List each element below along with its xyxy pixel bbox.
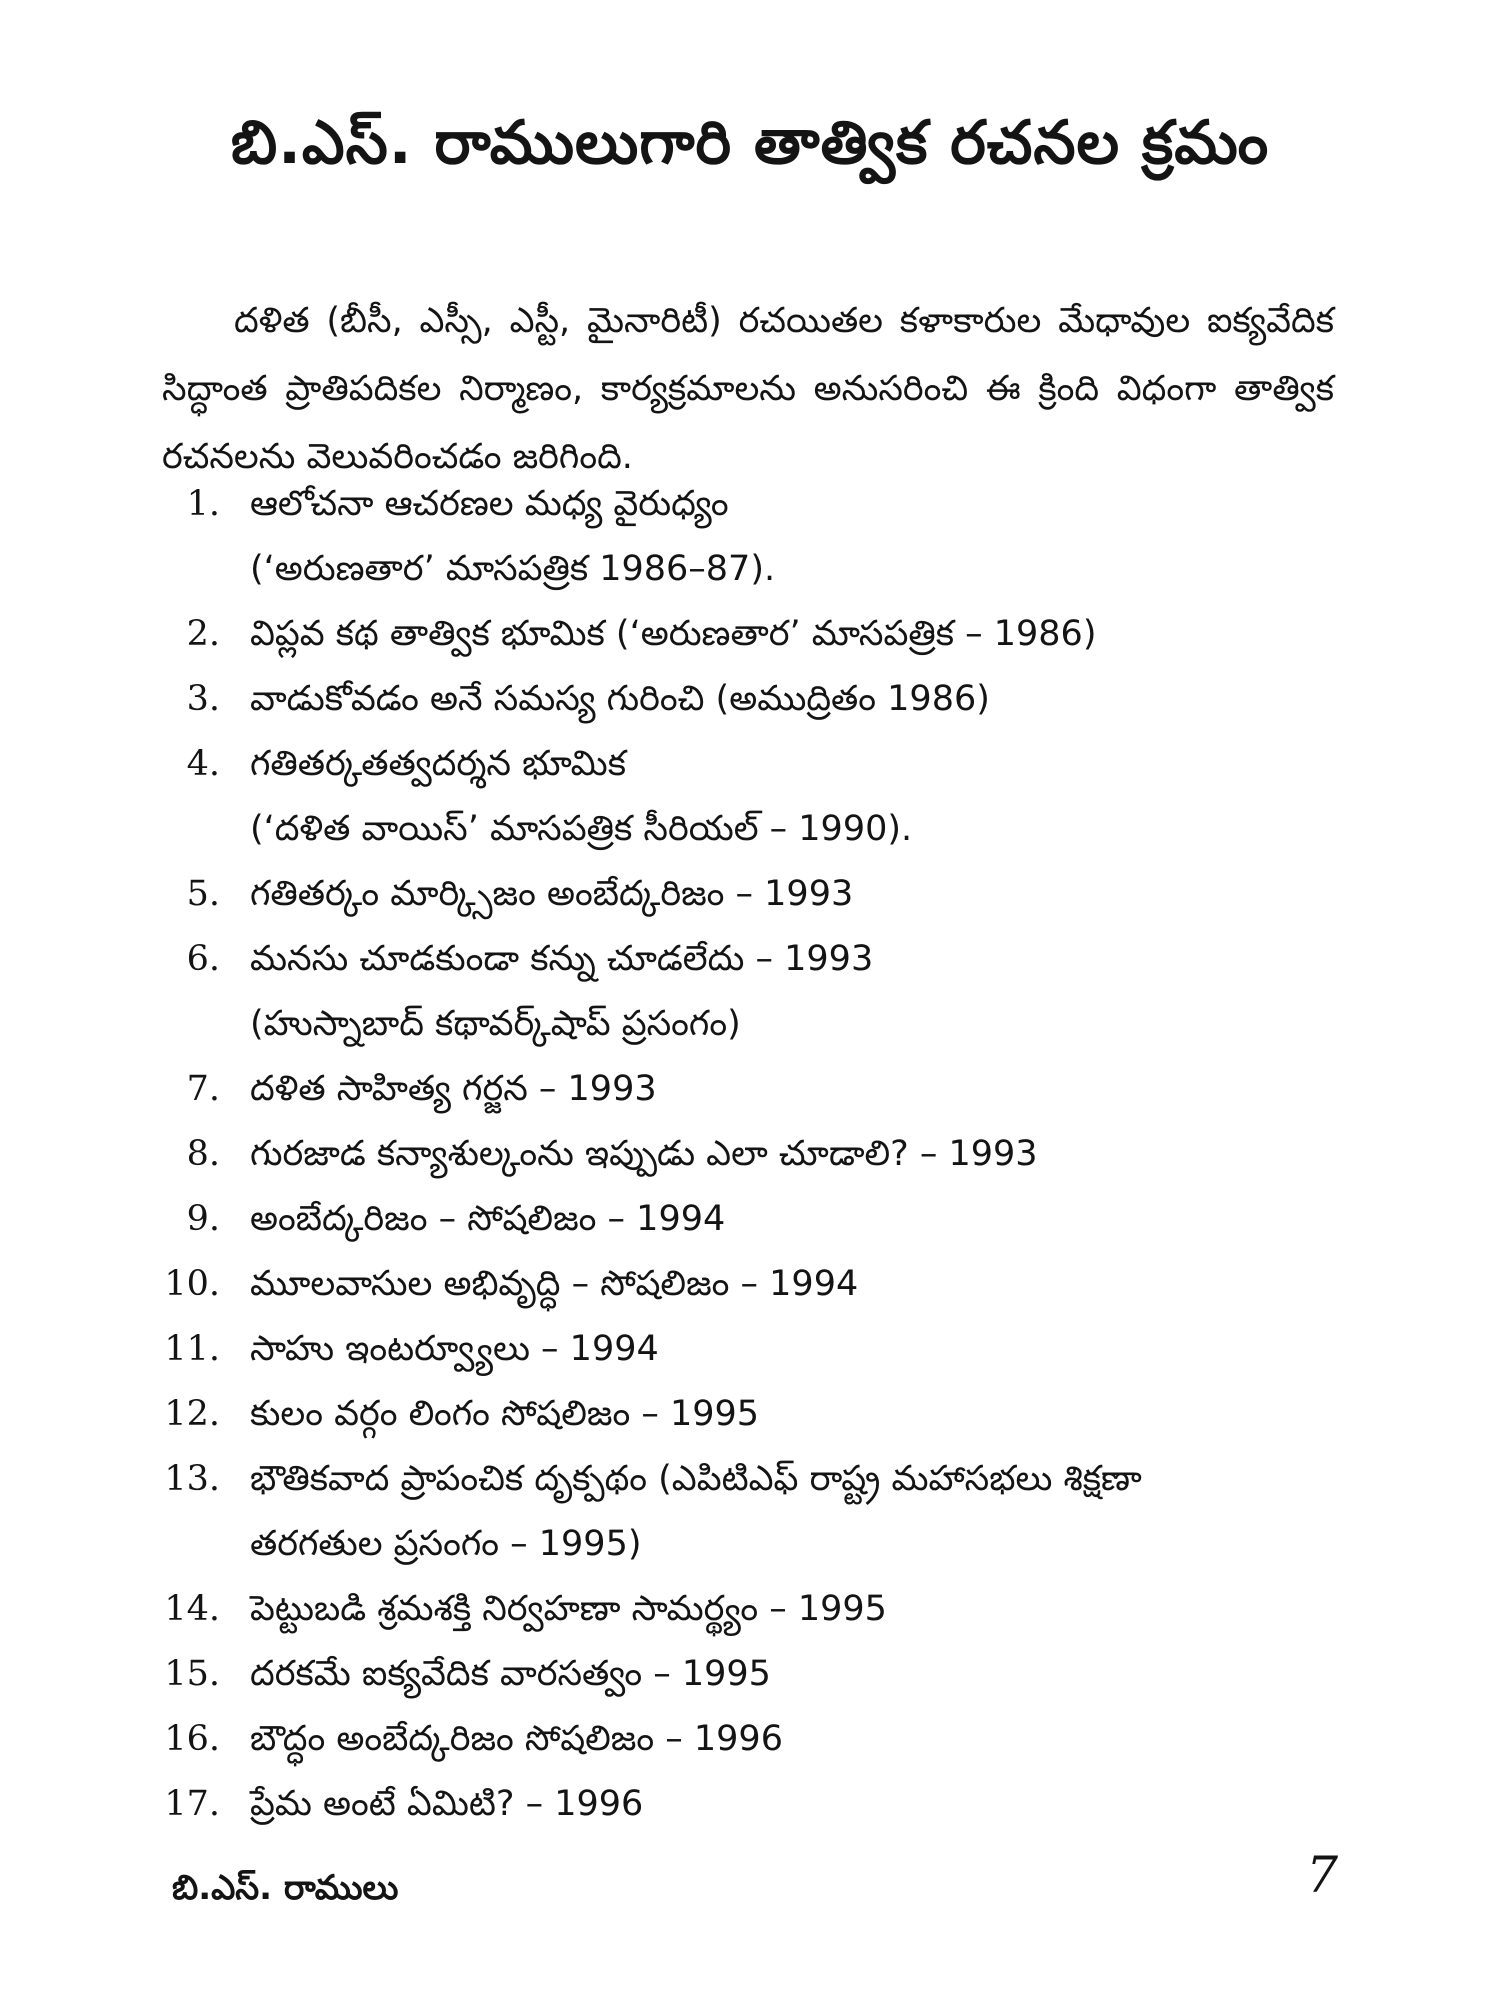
list-item-body [250,1382,1350,1447]
list-item-body [250,1772,1350,1837]
list-item-body [250,1447,1350,1577]
list-item-title: దరకమే ఐక్యవేదిక వారసత్వం – 1995 [250,1654,771,1694]
list-item [150,1642,1350,1707]
list-item-title: విప్లవ కథ తాత్విక భూమిక (‘అరుణతార’ మాసపత్రిక – 1986) [250,614,1097,654]
list-item-title: గురజాడ కన్యాశుల్కంను ఇప్పుడు ఎలా చూడాలి? – 1993 [250,1134,1038,1174]
list-item-number: 12. [164,1394,220,1434]
list-item-title: గతితర్కతత్వదర్శన భూమిక [250,744,626,784]
list-item-subtitle: (హుస్నాబాద్ కథావర్క్‌షాప్ ప్రసంగం) [250,1004,741,1044]
list-item-number: 17. [164,1784,220,1824]
list-item-body [250,927,1350,1057]
list-item-number: 16. [164,1719,220,1759]
list-item-body [250,1317,1350,1382]
list-item [150,1122,1350,1187]
list-item-body [250,732,1350,862]
list-item-number: 5. [186,874,220,914]
list-item [150,1577,1350,1642]
list-item-number: 2. [186,614,220,654]
page-number: 7 [1306,1846,1338,1904]
list-item [150,1447,1350,1577]
list-item-body [250,1122,1350,1187]
list-item-number: 7. [186,1069,220,1109]
list-item-body [250,667,1350,732]
list-item [150,1057,1350,1122]
list-item [150,1382,1350,1447]
list-item-number: 4. [186,744,220,784]
list-item-body [250,1252,1350,1317]
list-item-title: పెట్టుబడి శ్రమశక్తి నిర్వహణా సామర్థ్యం – 1995 [250,1589,887,1629]
list-item-number: 1. [186,484,220,524]
list-item-number: 8. [186,1134,220,1174]
list-item-body [250,472,1350,602]
list-item [150,1317,1350,1382]
list-item-number: 10. [164,1264,220,1304]
list-item-body [250,1057,1350,1122]
list-item-title: మూలవాసుల అభివృద్ధి – సోషలిజం – 1994 [250,1264,859,1304]
list-item-title: వాడుకోవడం అనే సమస్య గురించి (అముద్రితం 1986) [250,679,990,719]
list-item-number: 11. [164,1329,220,1369]
list-item [150,732,1350,862]
list-item-number: 9. [186,1199,220,1239]
list-item-subtitle: (‘దళిత వాయిస్’ మాసపత్రిక సీరియల్ – 1990). [250,809,913,849]
list-item [150,667,1350,732]
list-item-subtitle: (‘అరుణతార’ మాసపత్రిక 1986–87). [250,549,776,589]
list-item [150,1252,1350,1317]
page-title: బి.ఎస్. రాములుగారి తాత్విక రచనల క్రమం [230,108,1270,178]
list-item-number: 15. [164,1654,220,1694]
list-item-body [250,1187,1350,1252]
list-item [150,602,1350,667]
list-item-title: మనసు చూడకుండా కన్ను చూడలేదు – 1993 [250,939,874,979]
list-item-body [250,1707,1350,1772]
list-item-number: 3. [186,679,220,719]
list-item-title: భౌతికవాద ప్రాపంచిక దృక్పథం (ఎపిటిఎఫ్ రాష్ట్ర మహాసభలు శిక్షణా [250,1459,1142,1499]
list-item [150,1187,1350,1252]
list-item [150,862,1350,927]
list-item-body [250,1577,1350,1642]
list-item-body [250,602,1350,667]
list-item-number: 13. [164,1459,220,1499]
list-item-title: కులం వర్గం లింగం సోషలిజం – 1995 [250,1394,760,1434]
list-item [150,472,1350,602]
list-item-number: 14. [164,1589,220,1629]
list-item-title: దళిత సాహిత్య గర్జన – 1993 [250,1069,657,1109]
list-item-title: సాహు ఇంటర్వ్యూలు – 1994 [250,1329,659,1369]
list-item-title: గతితర్కం మార్క్సిజం అంబేద్కరిజం – 1993 [250,874,854,914]
list-item-body [250,862,1350,927]
list-item [150,1707,1350,1772]
list-item-title: అంబేద్కరిజం – సోషలిజం – 1994 [250,1199,726,1239]
list-item [150,1772,1350,1837]
intro-paragraph: దళిత (బీసీ, ఎస్సీ, ఎస్టీ, మైనారిటీ) రచయితల కళాకారుల మేధావుల ఐక్యవేదిక సిద్ధాంత ప్రాతిపదికల నిర్మాణం, కార్యక్రమాలను అనుసరించి ఈ క్రింది విధంగా తాత్విక రచనలను వెలువరించడం జరిగింది. [162,301,1334,477]
list-item-title: బౌద్ధం అంబేద్కరిజం సోషలిజం – 1996 [250,1719,783,1759]
list-item-number: 6. [186,939,220,979]
works-list [150,472,1350,1837]
list-item-subtitle: తరగతుల ప్రసంగం – 1995) [250,1524,642,1564]
list-item [150,927,1350,1057]
list-item-title: ప్రేమ అంటే ఏమిటి? – 1996 [250,1784,644,1824]
list-item-title: ఆలోచనా ఆచరణల మధ్య వైరుధ్యం [250,484,729,524]
list-item-body [250,1642,1350,1707]
footer-author: బి.ఎస్. రాములు [172,1868,399,1908]
